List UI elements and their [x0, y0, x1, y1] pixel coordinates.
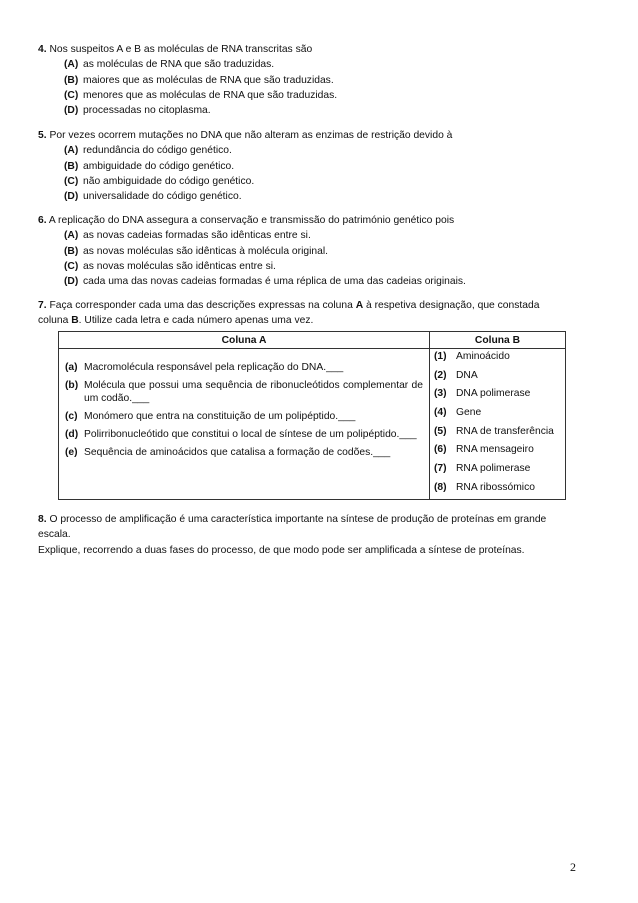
option-a: [64, 57, 598, 72]
option-letter: (A): [64, 230, 79, 242]
question-5-stem: [38, 128, 598, 143]
question-number: 8.: [38, 514, 47, 525]
question-text: à respetiva designação, que constada: [363, 300, 540, 311]
option-letter: (C): [64, 89, 79, 101]
option-text: maiores que as moléculas de RNA que são traduzidas.: [83, 74, 334, 86]
option-text: não ambiguidade do código genético.: [83, 175, 255, 187]
column-b-item: [434, 387, 561, 406]
option-c: [64, 174, 598, 189]
option-b: [64, 159, 598, 174]
question-text: O processo de amplificação é uma característica importante na síntese de produção de proteínas em grande: [49, 514, 547, 525]
option-text: as moléculas de RNA que são traduzidas.: [83, 59, 275, 71]
item-text: DNA polimerase: [456, 388, 531, 400]
column-a-item: [65, 446, 423, 459]
item-text: Macromolécula responsável pela replicação do DNA.___: [84, 362, 344, 373]
option-text: menores que as moléculas de RNA que são traduzidas.: [83, 89, 338, 101]
question-7-stem-cont: [38, 313, 598, 328]
item-number: (7): [434, 463, 447, 475]
option-letter: (B): [64, 74, 79, 86]
option-letter: (A): [64, 145, 79, 157]
page-number: 2: [570, 860, 576, 874]
column-a-item: [65, 379, 423, 405]
item-number: (8): [434, 481, 447, 493]
matching-table: [58, 331, 566, 500]
option-letter: (B): [64, 245, 79, 257]
option-d: [64, 103, 598, 118]
question-7: [38, 298, 598, 329]
question-text: Nos suspeitos A e B as moléculas de RNA transcritas são: [49, 44, 313, 55]
item-text: RNA ribossómico: [456, 481, 535, 493]
question-8-explain: Explique, recorrendo a duas fases do processo, de que modo pode ser amplificada a síntese de proteínas.: [38, 544, 525, 556]
question-4: [38, 42, 598, 118]
question-4-stem: [38, 42, 598, 57]
question-5: [38, 128, 598, 204]
option-c: [64, 88, 598, 103]
item-number: (6): [434, 444, 447, 456]
option-text: redundância do código genético.: [83, 145, 232, 157]
question-number: 6.: [38, 215, 47, 226]
question-7-stem: [38, 298, 598, 313]
question-text: coluna: [38, 315, 72, 327]
option-letter: (C): [64, 175, 79, 187]
option-b: [64, 73, 598, 88]
option-b: [64, 244, 598, 259]
option-letter: (D): [64, 276, 79, 288]
item-text: Gene: [456, 407, 482, 419]
item-text: RNA polimerase: [456, 463, 531, 475]
option-letter: (B): [64, 160, 79, 172]
item-number: (4): [434, 407, 447, 419]
column-a-header: Coluna A: [59, 332, 430, 349]
column-b-header: Coluna B: [430, 332, 566, 349]
item-number: (3): [434, 388, 447, 400]
column-b-ref: B: [71, 315, 79, 327]
item-letter: (b): [65, 380, 79, 391]
item-text: RNA mensageiro: [456, 444, 534, 456]
column-a-cell: [59, 349, 430, 500]
option-text: universalidade do código genético.: [83, 191, 242, 203]
question-number: 4.: [38, 44, 47, 55]
item-letter: (e): [65, 447, 78, 458]
item-number: (5): [434, 425, 447, 437]
option-text: ambiguidade do código genético.: [83, 160, 235, 172]
item-text: DNA: [456, 369, 478, 381]
question-number: 7.: [38, 300, 47, 311]
option-text: as novas cadeias formadas são idênticas entre si.: [83, 230, 311, 242]
question-text: . Utilize cada letra e cada número apenas uma vez.: [78, 315, 314, 327]
option-d: [64, 189, 598, 204]
item-letter: (c): [65, 411, 78, 422]
item-text: Sequência de aminoácidos que catalisa a formação de codões.___: [84, 447, 391, 458]
column-a-item: [65, 428, 423, 441]
table-header-row: [59, 332, 566, 349]
item-text: Monómero que entra na constituição de um polipéptido.___: [84, 411, 356, 422]
item-letter: (a): [65, 362, 78, 373]
item-number: (1): [434, 351, 447, 362]
column-b-item: [434, 350, 561, 369]
item-number: (2): [434, 369, 447, 381]
question-8-stem: [38, 512, 598, 527]
column-a-item: [65, 410, 423, 423]
table-body-row: [59, 349, 566, 500]
option-c: [64, 259, 598, 274]
option-letter: (C): [64, 260, 79, 272]
column-b-item: [434, 406, 561, 425]
question-8: [38, 512, 598, 558]
option-d: [64, 274, 598, 289]
question-6: [38, 213, 598, 289]
question-text: Faça corresponder cada uma das descrições expressas na coluna: [49, 300, 356, 311]
column-b-item: [434, 369, 561, 388]
item-text: Aminoácido: [456, 351, 510, 362]
option-text: cada uma das novas cadeias formadas é uma réplica de uma das cadeias originais.: [83, 276, 466, 288]
option-text: as novas moléculas são idênticas à molécula original.: [83, 245, 328, 257]
column-b-item: [434, 443, 561, 462]
question-number: 5.: [38, 130, 47, 141]
option-letter: (D): [64, 105, 79, 117]
column-b-item: [434, 425, 561, 444]
option-a: [64, 143, 598, 158]
item-text: Molécula que possui uma sequência de ribonucleótidos complementar de um codão.___: [84, 380, 423, 404]
column-b-item: [434, 481, 561, 495]
column-b-cell: [430, 349, 566, 500]
option-text: processadas no citoplasma.: [83, 105, 211, 117]
option-letter: (A): [64, 59, 79, 71]
item-text: Polirribonucleótido que constitui o local de síntese de um polipéptido.___: [84, 429, 417, 440]
column-b-item: [434, 462, 561, 481]
question-text: Por vezes ocorrem mutações no DNA que não alteram as enzimas de restrição devido à: [49, 130, 453, 141]
column-a-item: [65, 361, 423, 374]
item-text: RNA de transferência: [456, 425, 554, 437]
option-letter: (D): [64, 191, 79, 203]
item-letter: (d): [65, 429, 79, 440]
option-text: as novas moléculas são idênticas entre si.: [83, 260, 276, 272]
option-a: [64, 228, 598, 243]
question-text: A replicação do DNA assegura a conservação e transmissão do património genético pois: [48, 215, 455, 226]
question-6-stem: [38, 213, 598, 228]
question-8-stem-cont: escala.: [38, 529, 71, 541]
column-a-ref: A: [355, 300, 364, 311]
